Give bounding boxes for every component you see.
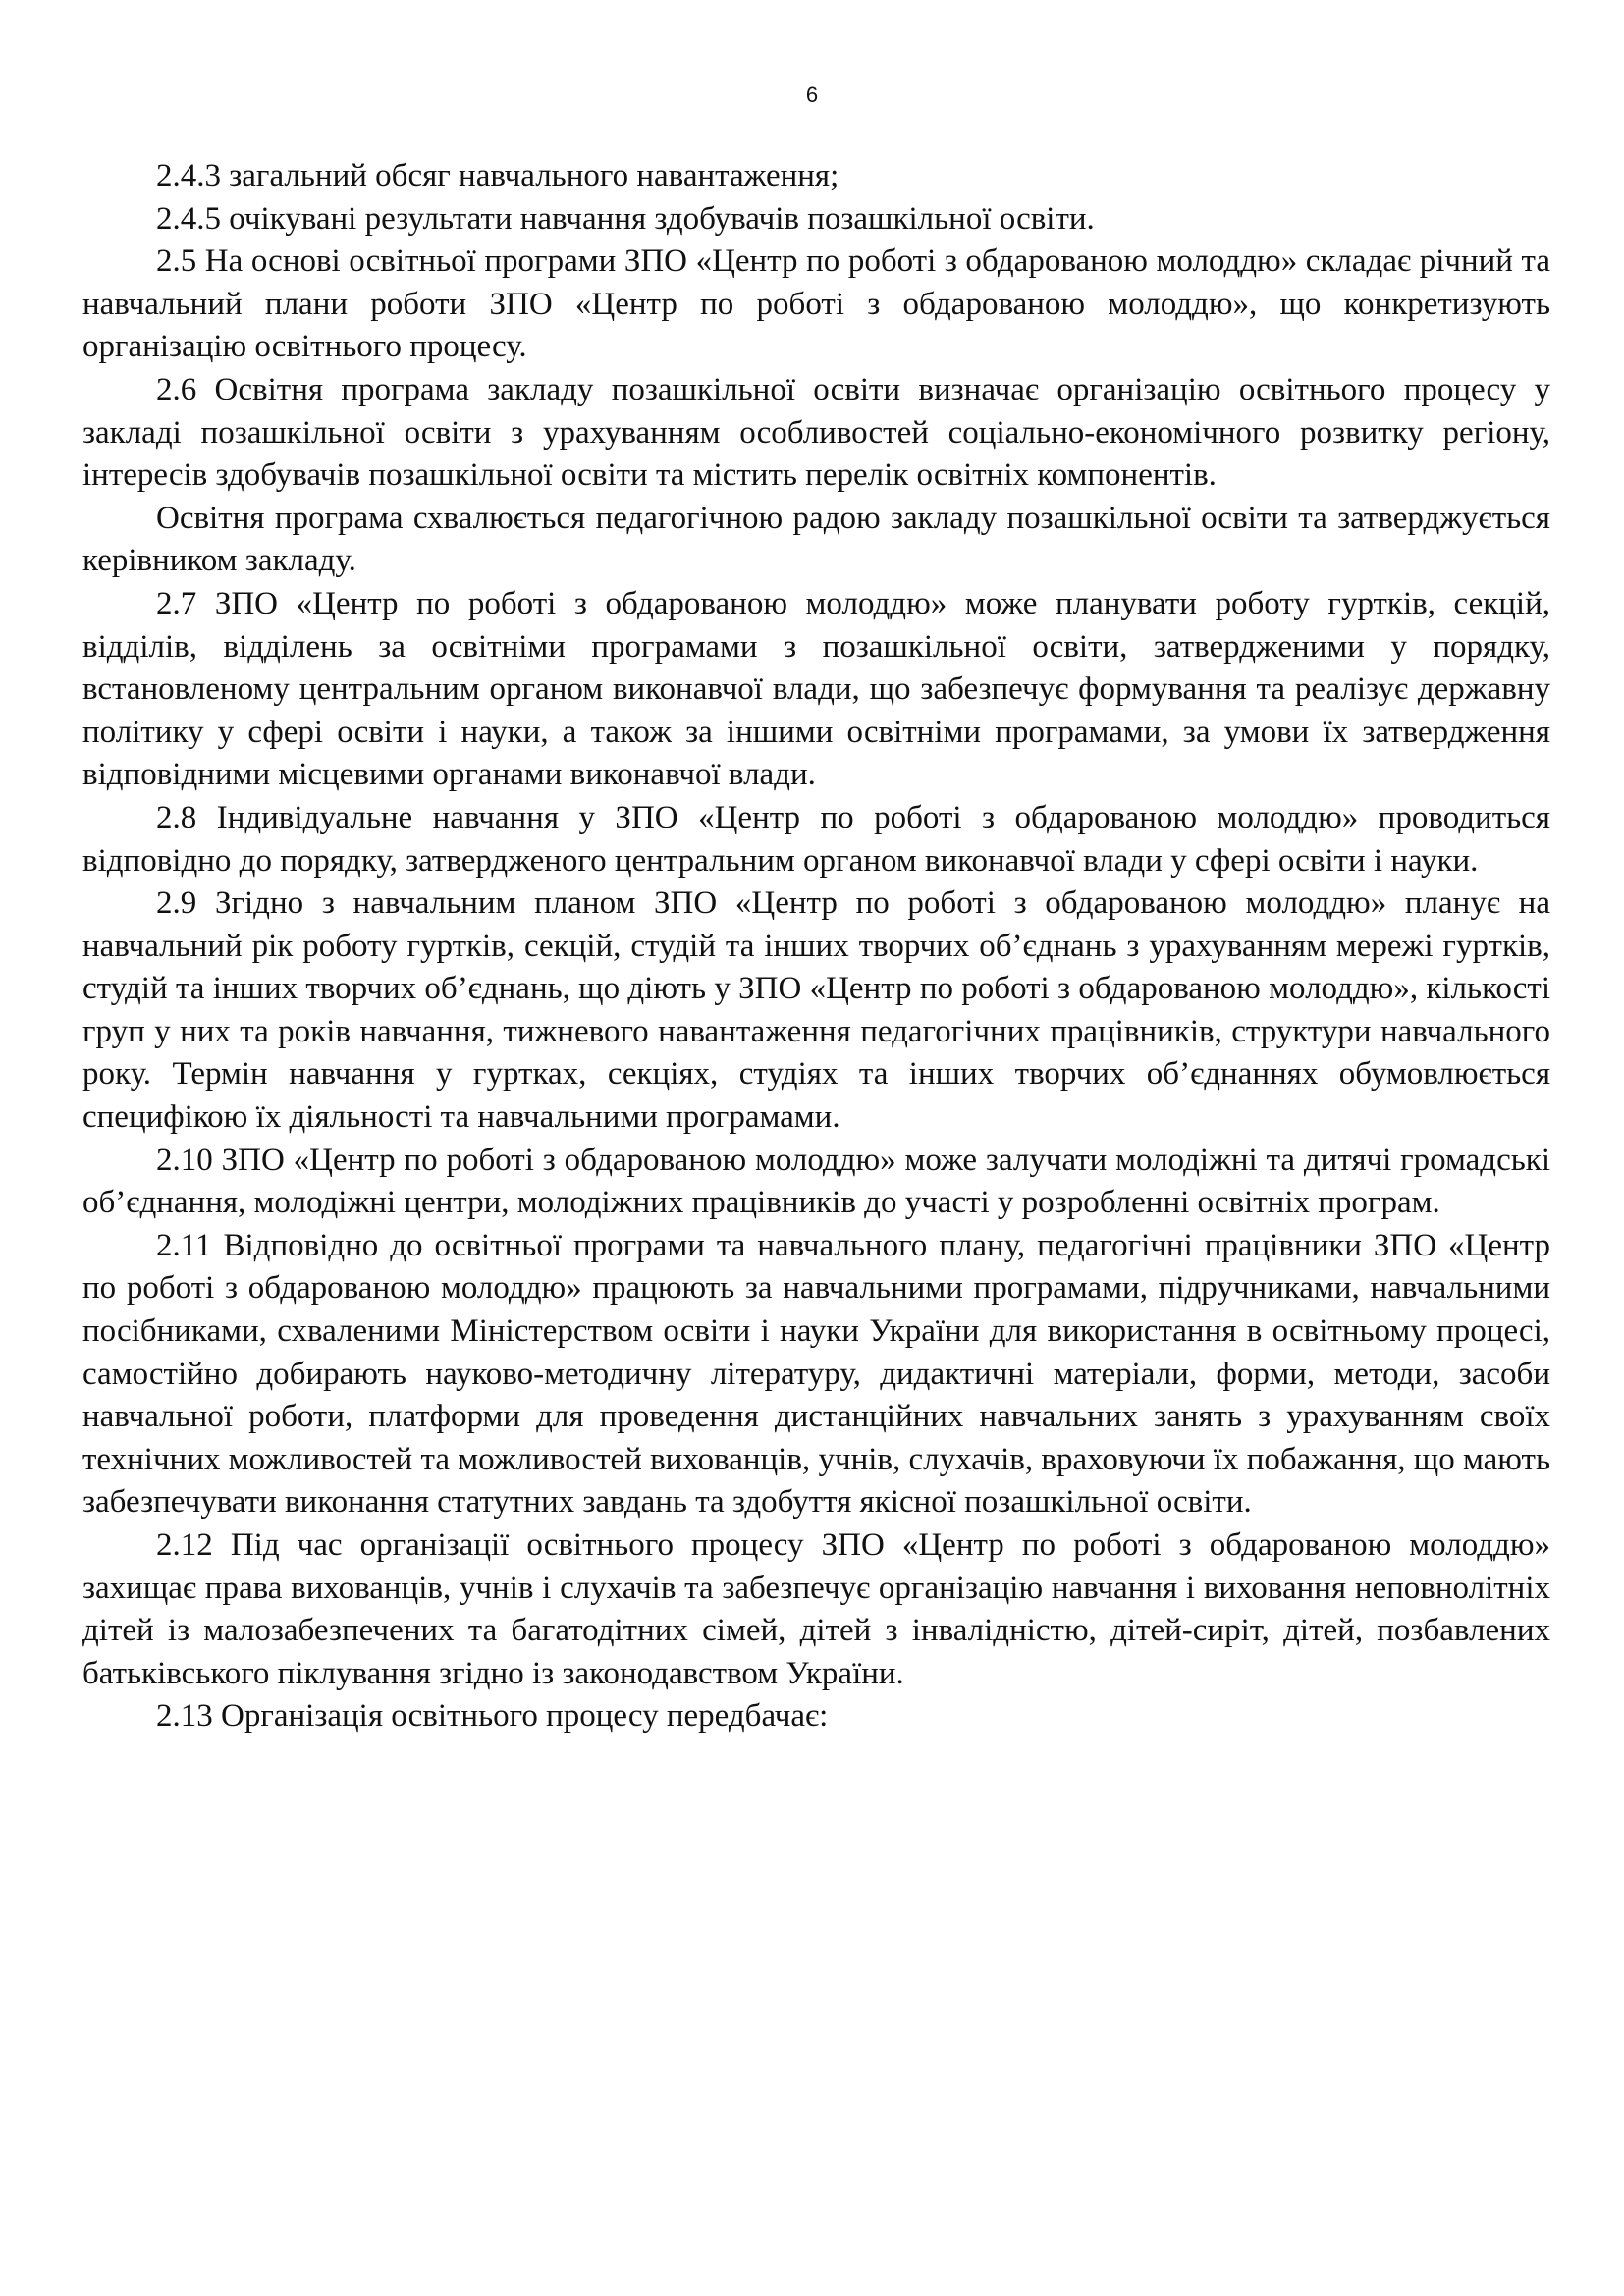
paragraph-2-10: 2.10 ЗПО «Центр по роботі з обдарованою молоддю» може залучати молодіжні та дитячі громадські об’єднання, молодіжні центри, молодіжних працівників до участі у розробленні освітніх програм. [82,1142,1550,1221]
paragraph-2-7: 2.7 ЗПО «Центр по роботі з обдарованою молоддю» може планувати роботу гуртків, секцій, відділів, відділень за освітніми програмами з позашкільної освіти, затвердженими у порядку, встановленому центральним органом виконавчої влади, що забезпечує формування та реалізує державну політику у сфері освіти і науки, а також за іншими освітніми програмами, за умови їх затвердження відповідними місцевими органами виконавчої влади. [82,585,1550,793]
paragraph-program-approval: Освітня програма схвалюється педагогічною радою закладу позашкільної освіти та затверджується керівником закладу. [82,500,1550,579]
paragraph-2-8: 2.8 Індивідуальне навчання у ЗПО «Центр по роботі з обдарованою молоддю» проводиться відповідно до порядку, затвердженого центральним органом виконавчої влади у сфері освіти і науки. [82,799,1550,879]
paragraph-2-13: 2.13 Організація освітнього процесу передбачає: [156,1698,829,1735]
paragraph-2-9: 2.9 Згідно з навчальним планом ЗПО «Центр по роботі з обдарованою молоддю» планує на навчальний рік роботу гуртків, секцій, студій та інших творчих об’єднань з урахуванням мережі гуртків, студій та інших творчих об’єднань, що діють у ЗПО «Центр по роботі з обдарованою молоддю», кількості груп у них та років навчання, тижневого навантаження педагогічних працівників, структури навчального року. Термін навчання у гуртках, секціях, студіях та інших творчих об’єднаннях обумовлюється специфікою їх діяльності та навчальними програмами. [82,885,1550,1136]
document-body [82,155,1550,1738]
paragraph-2-4-5: 2.4.5 очікувані результати навчання здобувачів позашкільної освіти. [156,200,1095,237]
paragraph-2-5: 2.5 На основі освітньої програми ЗПО «Центр по роботі з обдарованою молоддю» складає річний та навчальний плани роботи ЗПО «Центр по роботі з обдарованою молоддю», що конкретизують організацію освітнього процесу. [82,243,1550,365]
paragraph-2-4-3: 2.4.3 загальний обсяг навчального навантаження; [156,158,839,193]
paragraph-2-6: 2.6 Освітня програма закладу позашкільної освіти визначає організацію освітнього процесу у закладі позашкільної освіти з урахуванням особливостей соціально-економічного розвитку регіону, інтересів здобувачів позашкільної освіти та містить перелік освітніх компонентів. [82,371,1550,494]
paragraph-2-12: 2.12 Під час організації освітнього процесу ЗПО «Центр по роботі з обдарованою молоддю» захищає права вихованців, учнів і слухачів та забезпечує організацію навчання і виховання неповнолітніх дітей із малозабезпечених та багатодітних сімей, дітей з інвалідністю, дітей-сиріт, дітей, позбавлених батьківського піклування згідно із законодавством України. [82,1527,1550,1691]
paragraph-2-11: 2.11 Відповідно до освітньої програми та навчального плану, педагогічні працівники ЗПО «Центр по роботі з обдарованою молоддю» працюють за навчальними програмами, підручниками, навчальними посібниками, схваленими Міністерством освіти і науки України для використання в освітньому процесі, самостійно добирають науково-методичну літературу, дидактичні матеріали, форми, методи, засоби навчальної роботи, платформи для проведення дистанційних навчальних занять з урахуванням своїх технічних можливостей та можливостей вихованців, учнів, слухачів, враховуючи їх побажання, що мають забезпечувати виконання статутних завдань та здобуття якісної позашкільної освіти. [82,1227,1550,1521]
page-number: 6 [805,82,819,107]
